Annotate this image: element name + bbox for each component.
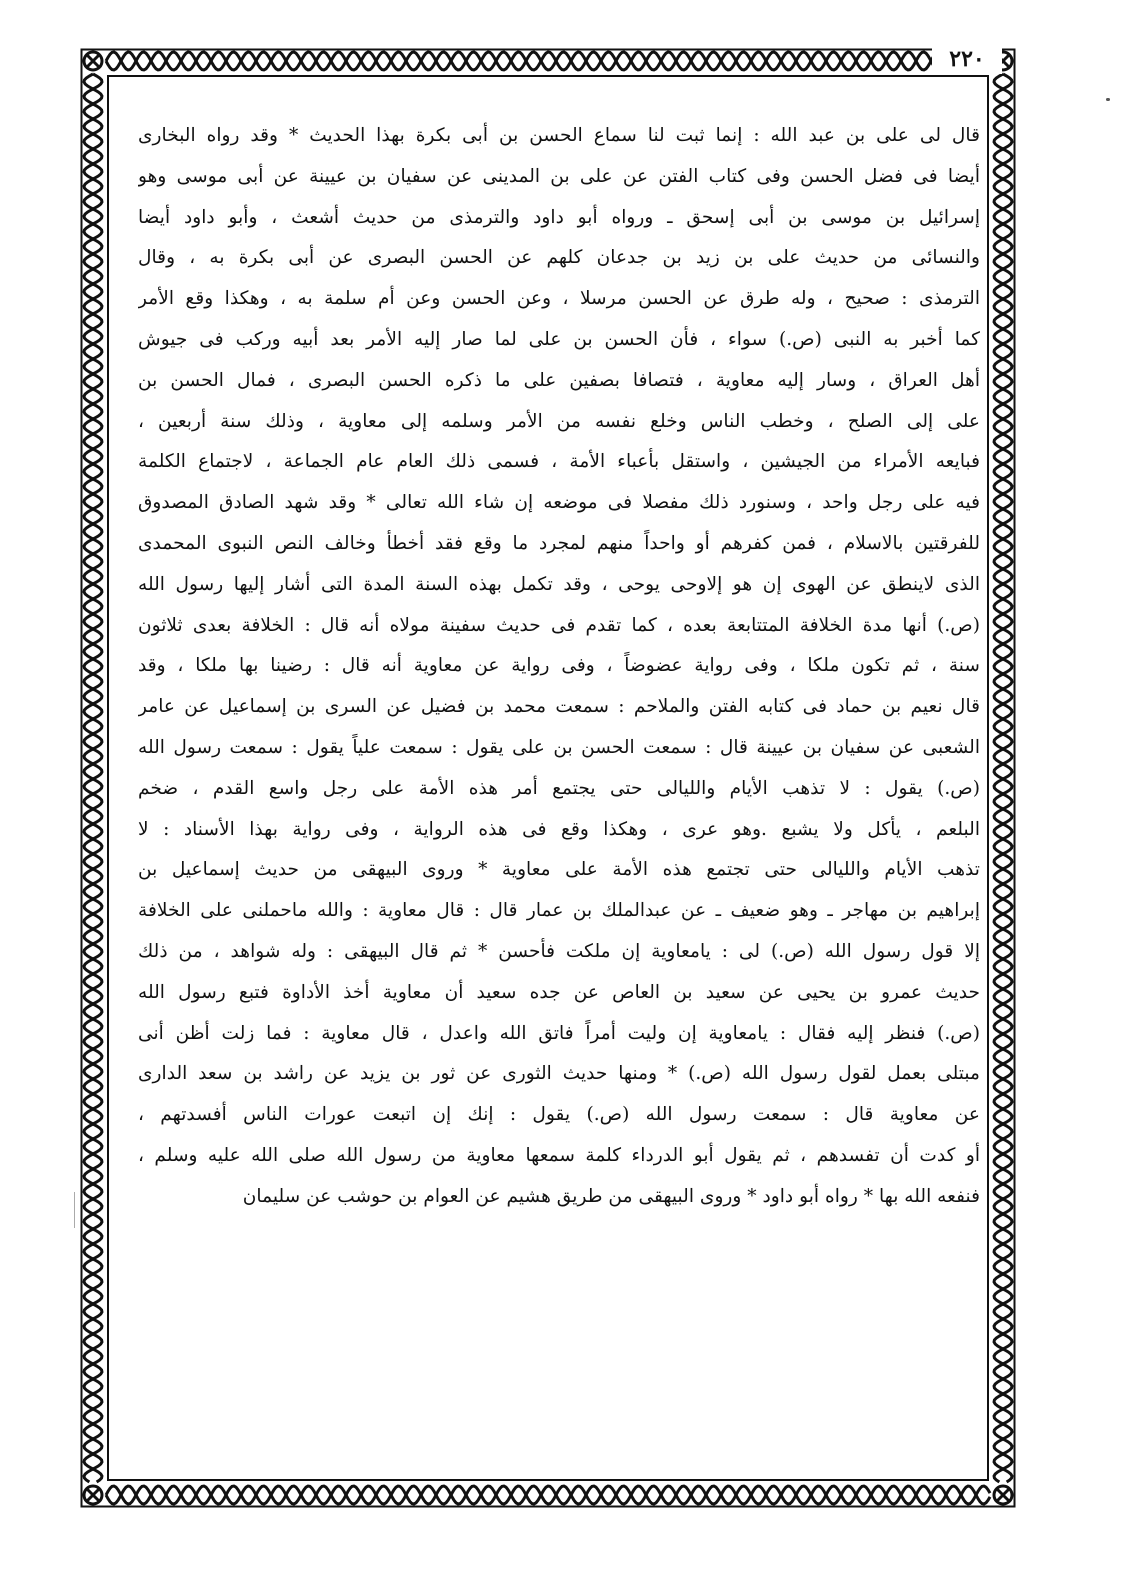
text-line: إسرائيل بن موسى بن أبى إسحق ـ ورواه أبو داود والترمذى من حديث أشعث ، وأبو داود أيضا [138, 206, 980, 228]
text-line: الترمذى : صحيح ، وله طرق عن الحسن مرسلا ، وعن الحسن وعن أم سلمة به ، وهكذا وقع الأمر [138, 288, 980, 310]
text-line: على إلى الصلح ، وخطب الناس وخلع نفسه من الأمر وسلمه إلى معاوية ، وذلك سنة أربعين ، [138, 410, 980, 432]
page-number: ٢٢٠ [932, 44, 1002, 74]
text-line: فيه على رجل واحد ، وسنورد ذلك مفصلا فى موضعه إن شاء الله تعالى * وقد شهد الصادق المصدوق [138, 492, 980, 514]
text-line: مبتلى بعمل لقول رسول الله (ص.) * ومنها حديث الثورى عن ثور بن يزيد عن راشد بن سعد الدارى [138, 1063, 980, 1085]
text-line: الذى لاينطق عن الهوى إن هو إلاوحى يوحى ، وقد تكمل بهذه السنة المدة التى أشار إليها رسول الله [138, 573, 980, 595]
text-line: فبايعه الأمراء من الجيشين ، واستقل بأعباء الأمة ، فسمى ذلك العام عام الجماعة ، لاجتماع الكلمة [138, 451, 980, 473]
text-line: (ص.) أنها مدة الخلافة المتتابعة بعده ، كما تقدم فى حديث سفينة مولاه أنه قال : الخلافة بعدى ثلاثون [138, 614, 980, 636]
text-line: عن معاوية قال : سمعت رسول الله (ص.) يقول : إنك إن اتبعت عورات الناس أفسدتهم ، [138, 1104, 980, 1126]
text-line: والنسائى من حديث على بن زيد بن جدعان كلهم عن الحسن البصرى عن أبى بكرة به ، وقال [138, 247, 980, 269]
text-line: حديث عمرو بن يحيى عن سعيد بن العاص عن جده سعيد أن معاوية أخذ الأداوة فتبع رسول الله [138, 981, 980, 1003]
text-line: إبراهيم بن مهاجر ـ وهو ضعيف ـ عن عبدالملك بن عمار قال : قال معاوية : والله ماحملنى على الخلافة [138, 900, 980, 922]
scan-dot [1106, 98, 1110, 101]
scan-mark [74, 1192, 75, 1228]
text-line: تذهب الأيام والليالى حتى تجتمع هذه الأمة على معاوية * وروى البيهقى من حديث إسماعيل بن [138, 859, 980, 881]
text-line: (ص.) يقول : لا تذهب الأيام والليالى حتى يجتمع أمر هذه الأمة على رجل واسع القدم ، ضخم [138, 777, 980, 799]
text-line: فنفعه الله بها * رواه أبو داود * وروى البيهقى من طريق هشيم عن العوام بن حوشب عن سليمان [242, 1185, 980, 1207]
text-line: الشعبى عن سفيان بن عيينة قال : سمعت الحسن بن على يقول : سمعت علياً يقول : سمعت رسول الله [138, 736, 980, 758]
text-line: أو كدت أن تفسدهم ، ثم يقول أبو الدرداء كلمة سمعها معاوية من رسول الله صلى الله عليه وسلم ، [138, 1144, 980, 1166]
text-line: كما أخبر به النبى (ص.) سواء ، فأن الحسن بن على لما صار إليه الأمر بعد أبيه وركب فى جيوش [138, 328, 980, 350]
text-line: إلا قول رسول الله (ص.) لى : يامعاوية إن ملكت فأحسن * ثم قال البيهقى : وله شواهد ، من ذلك [138, 940, 980, 962]
text-line: سنة ، ثم تكون ملكا ، وفى رواية عضوضاً ، وفى رواية عن معاوية أنه قال : رضينا بها ملكا ، وقد [138, 655, 980, 677]
text-line: (ص.) فنظر إليه فقال : يامعاوية إن وليت أمراً فاتق الله واعدل ، قال معاوية : فما زلت أظن أنى [138, 1022, 980, 1044]
text-line: البلعم ، يأكل ولا يشبع .وهو عرى ، وهكذا وقع فى هذه الرواية ، وفى رواية بهذا الأسناد : لا [138, 818, 980, 840]
page-text [138, 116, 980, 1218]
text-line: أهل العراق ، وسار إليه معاوية ، فتصافا بصفين على ما ذكره الحسن البصرى ، فمال الحسن بن [138, 369, 980, 391]
text-line: للفرقتين بالاسلام ، فمن كفرهم أو واحداً منهم لمجرد ما وقع فقد أخطأ وخالف النص النبوى المحمدى [138, 532, 980, 554]
text-line: قال لى على بن عبد الله : إنما ثبت لنا سماع الحسن بن أبى بكرة بهذا الحديث * وقد رواه البخارى [138, 125, 980, 146]
text-line: قال نعيم بن حماد فى كتابه الفتن والملاحم : سمعت محمد بن فضيل عن السرى بن إسماعيل عن عامر [138, 696, 980, 718]
text-line: أيضا فى فضل الحسن وفى كتاب الفتن عن على بن المدينى عن سفيان بن عيينة عن أبى موسى وهو [138, 165, 980, 187]
